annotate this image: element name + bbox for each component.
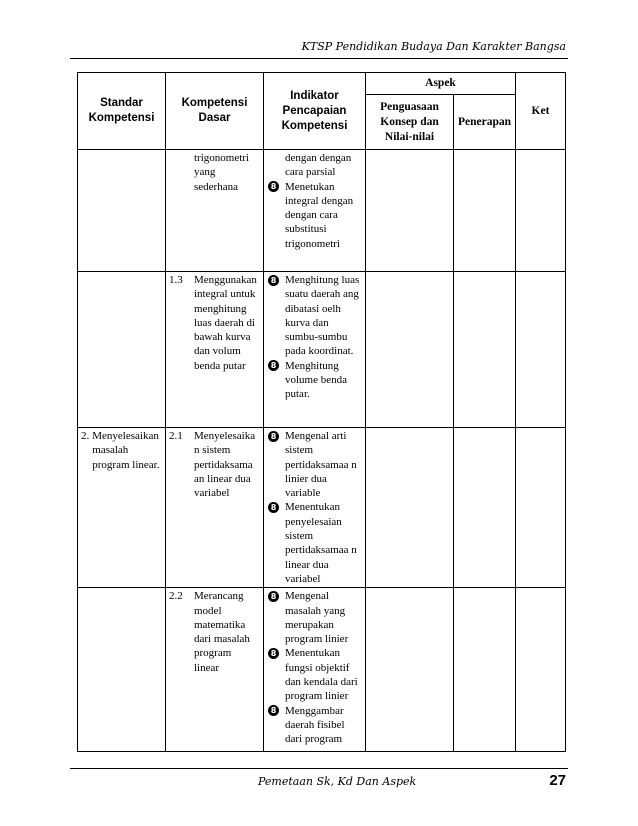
indicator-text: Menentukan fungsi objektif dan kendala dari program linier [285,647,358,703]
cell-standar [78,588,166,752]
table-row [78,272,566,428]
kd-text: Menggunakan integral untuk menghitung luas daerah di bawah kurva dan volum benda putar [194,274,257,372]
indicator-item [268,500,365,586]
table-row [78,150,566,272]
cell-penerapan [454,428,516,588]
cell-ket [516,428,566,588]
circled-arrow-icon: 8 [268,502,279,513]
footer-divider [70,768,568,769]
kd-text: trigonometri yang sederhana [194,152,249,193]
kd-number: 2.1 [169,430,183,442]
column-header-kompetensi-dasar: Kompetensi Dasar [166,73,264,150]
cell-standar [78,428,166,588]
kd-text: Merancang model matematika dari masalah program linear [194,590,250,674]
indicator-item [268,704,365,747]
cell-kompetensi-dasar [166,588,264,752]
cell-indikator [264,428,366,588]
running-header: KTSP Pendidikan Budaya Dan Karakter Bangsa [301,40,566,53]
indicator-item [268,429,365,500]
indicator-text: Menghitung luas suatu daerah ang dibatasi oelh kurva dan sumbu-sumbu pada koordinat. [285,274,360,358]
circled-arrow-icon: 8 [268,591,279,602]
table-body [78,150,566,752]
cell-penerapan [454,272,516,428]
cell-ket [516,588,566,752]
cell-indikator [264,272,366,428]
column-header-penguasaan: Penguasaan Konsep dan Nilai-nilai [366,95,454,150]
cell-standar [78,150,166,272]
cell-ket [516,272,566,428]
indicator-item [268,180,365,251]
cell-indikator [264,150,366,272]
cell-ket [516,150,566,272]
cell-kompetensi-dasar [166,272,264,428]
cell-penguasaan [366,272,454,428]
circled-arrow-icon: 8 [268,431,279,442]
indicator-text: Menggambar daerah fisibel dari program [285,704,345,746]
indicator-item [268,359,365,402]
circled-arrow-icon: 8 [268,181,279,192]
competency-mapping-table [77,72,566,752]
table-row [78,428,566,588]
cell-penguasaan [366,428,454,588]
circled-arrow-icon: 8 [268,705,279,716]
cell-standar [78,272,166,428]
kd-number: 1.3 [169,274,183,286]
indicator-text: Mengenal arti sistem pertidaksamaa n linier dua variable [285,430,357,500]
cell-penguasaan [366,150,454,272]
cell-kompetensi-dasar [166,428,264,588]
indicator-text: Mengenal masalah yang merupakan program linier [285,590,349,646]
column-header-penerapan: Penerapan [454,95,516,150]
table-row [78,588,566,752]
running-footer: Pemetaan Sk, Kd Dan Aspek [258,775,417,788]
cell-indikator [264,588,366,752]
cell-penerapan [454,150,516,272]
column-header-standar: Standar Kompetensi [78,73,166,150]
indicator-item [268,589,365,646]
indicator-item [268,151,365,180]
circled-arrow-icon: 8 [268,648,279,659]
kd-number [169,151,194,194]
cell-kompetensi-dasar [166,150,264,272]
indicator-text: Menghitung volume benda putar. [285,359,348,401]
cell-penguasaan [366,588,454,752]
indicator-text: dengan dengan cara parsial [285,152,352,179]
circled-arrow-icon: 8 [268,275,279,286]
column-header-indikator: Indikator Pencapaian Kompetensi [264,73,366,150]
indicator-text: Menentukan penyelesaian sistem pertidaksamaa n linear dua variabel [285,501,357,585]
indicator-text: Menetukan integral dengan dengan cara substitusi trigonometri [285,180,354,250]
page-number: 27 [549,772,566,789]
kd-number: 2.2 [169,590,183,603]
indicator-item [268,646,365,703]
kd-text: Menyelesaika n sistem pertidaksama an linear dua variabel [194,430,256,500]
header-divider [70,58,568,59]
cell-penerapan [454,588,516,752]
column-header-aspek: Aspek [366,73,516,95]
circled-arrow-icon: 8 [268,360,279,371]
column-header-ket: Ket [516,73,566,150]
indicator-item [268,273,365,359]
standar-number: 2. [81,430,90,442]
standar-text: Menyelesaikan masalah program linear. [92,430,160,471]
